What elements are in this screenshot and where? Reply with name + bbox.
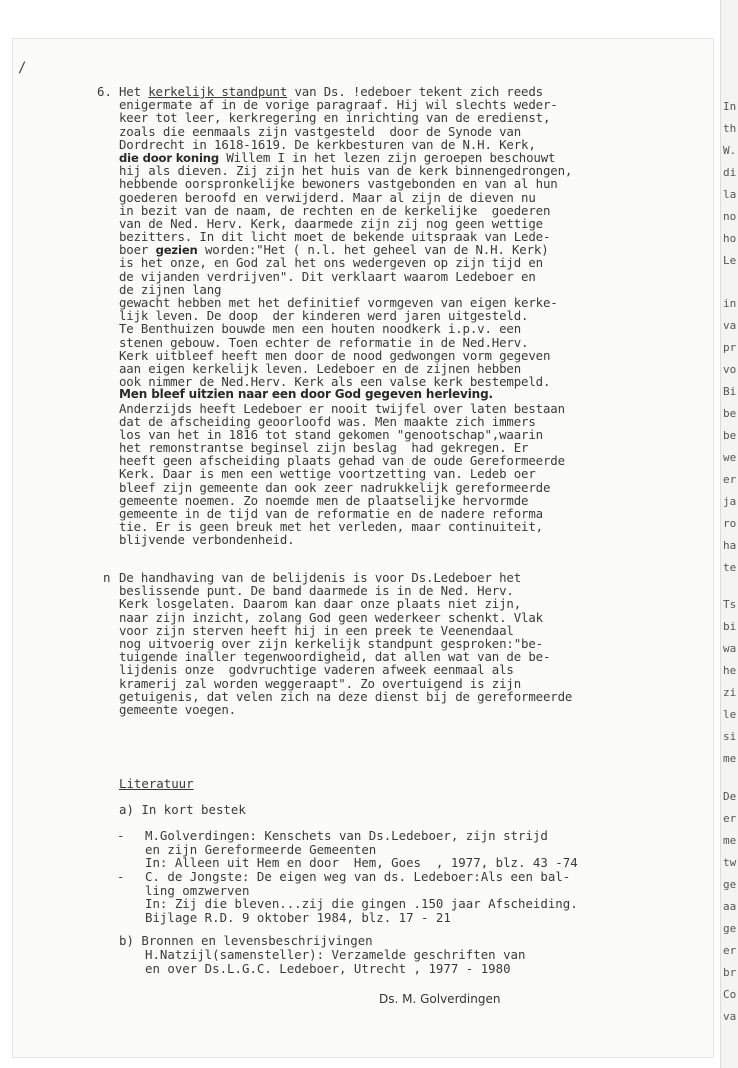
next-page-fragment: ha	[723, 539, 737, 552]
bold-phrase: gezien	[155, 243, 198, 258]
next-page-edge	[720, 0, 738, 1068]
next-page-fragment: he	[723, 664, 737, 677]
next-page-fragment: si	[723, 730, 737, 743]
reference-line: In: Zij die bleven...zij die gingen .150 jaar Afscheiding.	[145, 896, 578, 912]
text-line: beslissende punt. De band daarmede is in de Ned. Herv.	[119, 583, 514, 599]
reference-line: Bijlage R.D. 9 oktober 1984, blz. 17 - 21	[145, 909, 451, 925]
text-line: tie. Er is geen breuk met het verleden, maar continuiteit,	[119, 519, 543, 535]
text-line: kramerij zal worden weggeraapt". Zo overtuigend is zijn	[119, 675, 522, 691]
text-line: die door koning Willem I in het lezen zijn geroepen beschouwt	[119, 149, 556, 165]
text-line: heeft geen afscheiding plaats gehad van de oude Gereformeerde	[119, 453, 565, 469]
text-line: lijk leven. De doop der kinderen werd jaren uitgesteld.	[119, 308, 529, 324]
text-line: het remonstrantse beginsel zijn beslag had gekregen. Er	[119, 440, 529, 456]
author-signature: Ds. M. Golverdingen	[379, 992, 501, 1006]
next-page-fragment: wa	[723, 642, 737, 655]
reference-line: ling omzwerven	[145, 882, 250, 898]
text-line: hebbende oorspronkelijke bewoners vastgebonden en van al hun	[119, 176, 558, 192]
text-line: blijvende verbondenheid.	[119, 532, 295, 548]
reference-line: C. de Jongste: De eigen weg van ds. Ledeboer:Als een bal-	[145, 868, 571, 884]
text-line: getuigenis, dat velen zich na deze dienst bij de gereformeerde	[119, 688, 573, 704]
text-line: dat de afscheiding geoorloofd was. Men maakte zich immers	[119, 413, 536, 429]
next-page-fragment: va	[723, 319, 737, 332]
text-line: hij als dieven. Zij zijn het huis van de kerk binnengedrongen,	[119, 163, 573, 179]
text-line: bezitters. In dit licht moet de bekende uitspraak van Lede-	[119, 229, 551, 245]
text-line: Men bleef uitzien naar een door God gegeven herleving.	[119, 387, 493, 402]
next-page-fragment: le	[723, 708, 737, 721]
text-line: gemeente in de tijd van de reformatie en de nadere reforma	[119, 506, 543, 521]
reference-line: In: Alleen uit Hem en door Hem, Goes , 1977, blz. 43 -74	[145, 855, 578, 871]
text-line: gemeente noemen. Zo noemde men de plaatselijke hervormde	[119, 492, 529, 508]
next-page-fragment: va	[723, 1010, 737, 1023]
next-page-fragment: no	[723, 210, 737, 223]
paragraph-6	[119, 85, 719, 547]
list-dash: -	[117, 868, 125, 884]
next-page-fragment: th	[723, 122, 737, 135]
text-line: is het onze, en God zal het ons wedergeven op zijn tijd en	[119, 255, 543, 271]
text-line: gemeente voegen.	[119, 701, 236, 717]
list-dash: -	[117, 828, 125, 844]
text-line: de zijnen lang	[119, 281, 222, 297]
text-line: voor zijn sterven heeft hij in een preek te Veenendaal	[119, 622, 514, 638]
text-line: Te Benthuizen bouwde men een houten noodkerk i.p.v. een	[119, 321, 522, 337]
next-page-fragment: Bi	[723, 385, 737, 398]
next-page-fragment: be	[723, 407, 737, 420]
next-page-fragment: me	[723, 752, 737, 765]
text-line: naar zijn inzicht, zolang God geen wederkeer schenkt. Vlak	[119, 609, 543, 625]
paragraph-number: 6.	[97, 84, 112, 99]
text-line: boer gezien worden:"Het ( n.l. het geheel van de N.H. Kerk)	[119, 242, 549, 258]
text-line: Het kerkelijk standpunt van Ds. !edeboer tekent zich reeds	[119, 84, 543, 99]
next-page-fragment: la	[723, 188, 737, 201]
text-line: ook nimmer de Ned.Herv. Kerk als een valse kerk bestempeld.	[119, 374, 551, 390]
next-page-fragment: ro	[723, 517, 737, 530]
next-page-fragment: we	[723, 451, 737, 464]
next-page-fragment: in	[723, 297, 737, 310]
text-line: goederen beroofd en verwijderd. Maar al zijn de dieven nu	[119, 189, 536, 205]
next-page-fragment: be	[723, 429, 737, 442]
next-page-fragment: Co	[723, 988, 737, 1001]
text-line: nog uitvoerig over zijn kerkelijk standpunt gesproken:"be-	[119, 635, 543, 651]
next-page-fragment: me	[723, 834, 737, 847]
text-line: de vijanden verdrijven". Dit verklaart waarom Ledeboer en	[119, 268, 536, 284]
text-line: lijdenis onze godvruchtige vaderen afweek eenmaal als	[119, 662, 514, 678]
paragraph-7	[119, 571, 719, 716]
literature-subheading: b) Bronnen en levensbeschrijvingen	[119, 933, 373, 949]
literature-section	[119, 777, 719, 975]
text-line: Kerk uitbleef heeft men door de nood gedwongen vorm gegeven	[119, 347, 551, 363]
underlined-phrase: kerkelijk standpunt	[148, 84, 288, 99]
text-line: De handhaving van de belijdenis is voor Ds.Ledeboer het	[119, 570, 522, 585]
text-line: van de Ned. Herv. Kerk, daarmede zijn zij nog geen wettige	[119, 215, 543, 231]
reference-line: M.Golverdingen: Kenschets van Ds.Ledeboer, zijn strijd	[145, 828, 548, 844]
next-page-fragment: W.	[723, 144, 737, 157]
text-line: zoals die eenmaals zijn vastgesteld door de Synode van	[119, 123, 522, 139]
text-line: stenen gebouw. Toen echter de reformatie in de Ned.Herv.	[119, 334, 529, 350]
next-page-fragment: ho	[723, 232, 737, 245]
reference-line: en zijn Gereformeerde Gemeenten	[145, 841, 377, 857]
text-line: Kerk losgelaten. Daarom kan daar onze plaats niet zijn,	[119, 596, 522, 612]
next-page-fragment: br	[723, 966, 737, 979]
next-page-fragment: Le	[723, 254, 737, 267]
reference-line: H.Natzijl(samensteller): Verzamelde geschriften van	[145, 946, 526, 962]
next-page-fragment: aa	[723, 900, 737, 913]
reference-item	[119, 829, 719, 870]
next-page-fragment: ge	[723, 878, 737, 891]
reference-item	[119, 870, 719, 924]
text-line: aan eigen kerkelijk leven. Ledeboer en de zijnen hebben	[119, 360, 522, 376]
next-page-fragment: er	[723, 473, 737, 486]
next-page-fragment: In	[723, 100, 737, 113]
reference-line: en over Ds.L.G.C. Ledeboer, Utrecht , 1977 - 1980	[145, 960, 511, 976]
next-page-fragment: bi	[723, 620, 737, 633]
next-page-fragment: zi	[723, 686, 737, 699]
text-line: in bezit van de naam, de rechten en de kerkelijke goederen	[119, 202, 551, 218]
text-line: bleef zijn gemeente dan ook zeer nadrukkelijk gereformeerde	[119, 479, 551, 495]
text-line: tuigende inaller tegenwoordigheid, dat allen wat van de be-	[119, 649, 551, 665]
next-page-fragment: er	[723, 812, 737, 825]
next-page-fragment: vo	[723, 363, 737, 376]
next-page-fragment: De	[723, 790, 737, 803]
next-page-fragment: pr	[723, 341, 737, 354]
pencil-mark: /	[18, 60, 27, 76]
literature-heading: Literatuur	[119, 776, 194, 791]
next-page-fragment: ge	[723, 922, 737, 935]
text-line: los van het in 1816 tot stand gekomen "genootschap",waarin	[119, 426, 543, 442]
text-line: Dordrecht in 1618-1619. De kerkbesturen van de N.H. Kerk,	[119, 136, 536, 152]
next-page-fragment: ja	[723, 495, 737, 508]
text-line: Anderzijds heeft Ledeboer er nooit twijfel over laten bestaan	[119, 400, 565, 416]
literature-subheading: a) In kort bestek	[119, 801, 246, 817]
paragraph-number: n	[103, 570, 111, 585]
text-line: keer tot leer, kerkregering en inrichting van de eredienst,	[119, 110, 551, 126]
reference-item	[119, 948, 719, 975]
next-page-fragment: te	[723, 561, 737, 574]
text-line: Kerk. Daar is men een wettige voortzetting van. Ledeb oer	[119, 466, 536, 482]
next-page-fragment: tw	[723, 856, 737, 869]
next-page-fragment: er	[723, 944, 737, 957]
text-line: enigermate af in de vorige paragraaf. Hij wil slechts weder-	[119, 97, 558, 113]
next-page-fragment: Ts	[723, 598, 737, 611]
text-line: gewacht hebben met het definitief vormgeven van eigen kerke-	[119, 295, 558, 310]
bold-phrase: die door koning	[119, 150, 220, 165]
next-page-fragment: di	[723, 166, 737, 179]
